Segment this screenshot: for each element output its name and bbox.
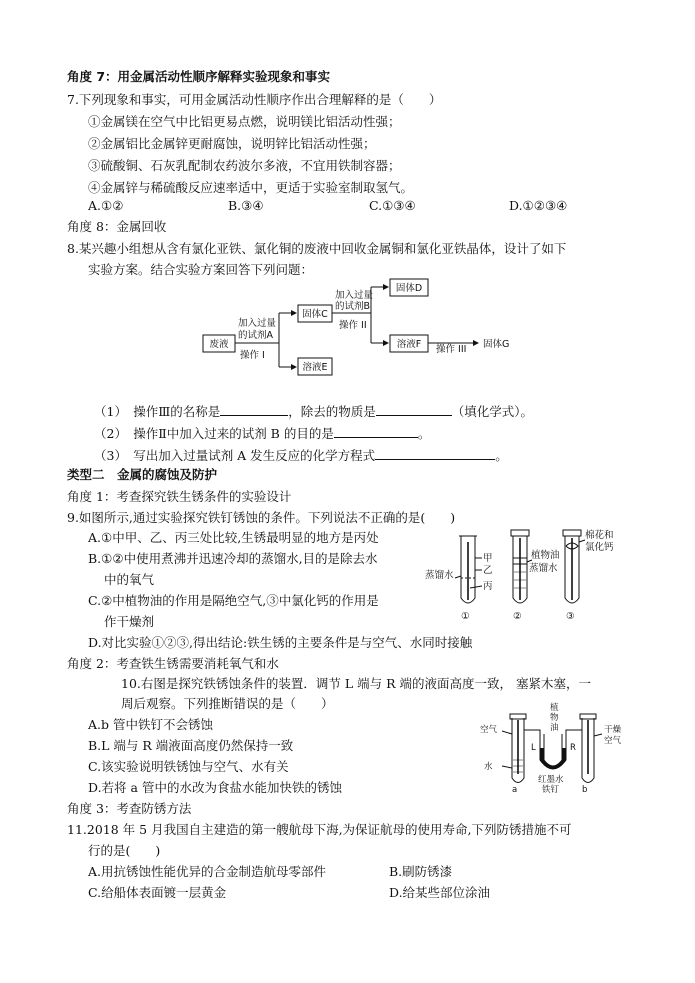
fig9-label-n2: ② [513, 611, 522, 622]
label-operation-3: 操作 III [436, 344, 467, 355]
question-7: 7.下列现象和事实，可用金属活动性顺序作出合理解释的是（ ） [67, 92, 442, 107]
label-operation-1: 操作 I [240, 350, 265, 361]
label-solid-d: 固体D [395, 283, 423, 294]
q9-option-b-line2: 中的氧气 [104, 572, 155, 587]
q11-option-b[interactable]: B.刷防锈漆 [389, 864, 453, 879]
fig10-label-a: a [512, 785, 518, 795]
fig10-label-dry-1: 干燥 [604, 725, 622, 735]
question-8-line2: 实验方案。结合实验方案回答下列问题： [88, 262, 314, 277]
q9-option-b-line1[interactable]: B.①②中使用煮沸并迅速冷却的蒸馏水,目的是除去水 [88, 551, 378, 566]
fig9-label-oil-2: 蒸馏水 [529, 563, 558, 574]
fig10-label-ink: 红墨水 [538, 775, 564, 785]
fig9-label-cotton-1: 棉花和 [585, 530, 614, 541]
fig10-label-oil-1: 植 [550, 703, 559, 713]
fig9-label-bing: 丙 [483, 581, 493, 592]
section-heading-t2-angle3: 角度 3：考查防锈方法 [67, 801, 192, 816]
q7-option-b[interactable]: B.③④ [228, 198, 264, 213]
fig9-label-yi: 乙 [483, 565, 493, 576]
label-add-a-2: 的试剂A [238, 330, 273, 341]
question-8-line1: 8.某兴趣小组想从含有氯化亚铁、氯化铜的废液中回收金属铜和氯化亚铁晶体，设计了如下 [67, 241, 567, 256]
fig10-label-water: 水 [484, 762, 493, 772]
section-heading-t2-angle1: 角度 1：考查探究铁生锈条件的实验设计 [67, 489, 292, 504]
fig10-label-r: R [570, 743, 576, 753]
label-add-a-1: 加入过量 [238, 318, 277, 329]
label-operation-2: 操作 II [339, 320, 367, 331]
fig10-label-oil-2: 物 [550, 713, 559, 723]
q8-sub2 [94, 425, 430, 442]
label-solid-c: 固体C [302, 309, 328, 320]
q8-sub3-text-a: （3） 写出加入过量试剂 A 发生反应的化学方程式 [94, 448, 376, 463]
label-waste: 废液 [209, 339, 229, 350]
fig9-label-jia: 甲 [483, 553, 493, 564]
q8-sub2-text-b: 。 [417, 426, 431, 441]
q9-option-c-line2: 作干燥剂 [104, 614, 155, 629]
q8-sub1-blank2[interactable] [376, 403, 452, 416]
q8-sub1-text-a: （1） 操作Ⅲ的名称是 [94, 404, 221, 419]
q8-sub2-blank[interactable] [334, 425, 418, 438]
q9-option-c-line1[interactable]: C.②中植物油的作用是隔绝空气,③中氯化钙的作用是 [88, 593, 379, 608]
question-10-line1: 10.右图是探究铁锈蚀条件的装置．调节 L 端与 R 端的液面高度一致， 塞紧木塞，一 [121, 676, 591, 691]
fig9-label-n1: ① [461, 611, 470, 622]
q9-option-a[interactable]: A.①中甲、乙、丙三处比较,生锈最明显的地方是丙处 [88, 530, 379, 545]
fig10-label-b: b [582, 785, 588, 795]
fig10-label-oil-3: 油 [550, 723, 559, 733]
section-heading-t2-angle2: 角度 2：考查铁生锈需要消耗氧气和水 [67, 656, 279, 671]
fig9-label-cotton-2: 氯化钙 [585, 542, 614, 553]
fig10-label-dry-2: 空气 [604, 736, 622, 746]
q10-option-c[interactable]: C.该实验说明铁锈蚀与空气、水有关 [88, 759, 289, 774]
flowchart-diagram [195, 278, 535, 384]
q11-option-c[interactable]: C.给船体表面镀一层黄金 [88, 885, 227, 900]
section-heading-angle8: 角度 8：金属回收 [67, 219, 167, 234]
fig10-label-air: 空气 [480, 725, 498, 735]
q10-option-d[interactable]: D.若将 a 管中的水改为食盐水能加快铁的锈蚀 [88, 780, 342, 795]
q10-option-b[interactable]: B.L 端与 R 端液面高度仍然保持一致 [88, 738, 294, 753]
q7-item-3: ③硫酸铜、石灰乳配制农药波尔多液，不宜用铁制容器； [88, 158, 401, 173]
label-solution-e: 溶液E [302, 362, 328, 373]
q9-option-d[interactable]: D.对比实验①②③,得出结论:铁生锈的主要条件是与空气、水同时接触 [88, 635, 473, 650]
label-add-b-2: 的试剂B [335, 301, 371, 312]
label-add-b-1: 加入过量 [335, 290, 374, 301]
q11-option-d[interactable]: D.给某些部位涂油 [389, 885, 491, 900]
type-heading-corrosion: 类型二 金属的腐蚀及防护 [67, 467, 218, 482]
q7-option-c[interactable]: C.①③④ [369, 198, 416, 213]
figure-u-tube-apparatus [478, 703, 658, 795]
fig9-label-oil-1: 植物油 [531, 550, 560, 561]
q8-sub3 [94, 447, 508, 464]
fig10-label-l: L [531, 743, 536, 753]
figure-test-tubes [425, 528, 675, 624]
question-11-line2: 行的是( ) [88, 843, 161, 858]
q7-item-2: ②金属铝比金属锌更耐腐蚀，说明锌比铝活动性强； [88, 136, 376, 151]
fig9-label-water: 蒸馏水 [425, 570, 454, 581]
question-9: 9.如图所示,通过实验探究铁钉锈蚀的条件。下列说法不正确的是( ) [67, 510, 456, 525]
q11-option-a[interactable]: A.用抗锈蚀性能优异的合金制造航母零部件 [88, 864, 327, 879]
q8-sub3-blank[interactable] [375, 447, 495, 460]
section-heading-angle7: 角度 7：用金属活动性顺序解释实验现象和事实 [67, 69, 331, 84]
q7-item-1: ①金属镁在空气中比铝更易点燃，说明镁比铝活动性强； [88, 114, 401, 129]
q7-item-4: ④金属锌与稀硫酸反应速率适中，更适于实验室制取氢气。 [88, 180, 414, 195]
label-solid-g: 固体G [483, 339, 510, 350]
label-solution-f: 溶液F [396, 339, 422, 350]
q8-sub2-text-a: （2） 操作Ⅱ中加入过来的试剂 B 的目的是 [94, 426, 334, 441]
question-10-line2: 周后观察。下列推断错误的是（ ） [121, 696, 334, 711]
fig9-label-n3: ③ [566, 611, 575, 622]
q7-option-a[interactable]: A.①② [88, 198, 124, 213]
q8-sub1-text-b: ，除去的物质是 [288, 404, 376, 419]
q7-option-d[interactable]: D.①②③④ [509, 198, 568, 213]
q8-sub3-text-b: 。 [495, 448, 508, 463]
q10-option-a[interactable]: A.b 管中铁钉不会锈蚀 [88, 717, 213, 732]
q8-sub1-text-c: （填化学式）。 [451, 404, 534, 419]
fig10-label-nail: 铁钉 [542, 785, 560, 795]
question-11-line1: 11.2018 年 5 月我国自主建造的第一艘航母下海,为保证航母的使用寿命,下列防锈措施不可 [67, 822, 572, 837]
q8-sub1-blank1[interactable] [220, 403, 288, 416]
q8-sub1 [94, 403, 533, 420]
